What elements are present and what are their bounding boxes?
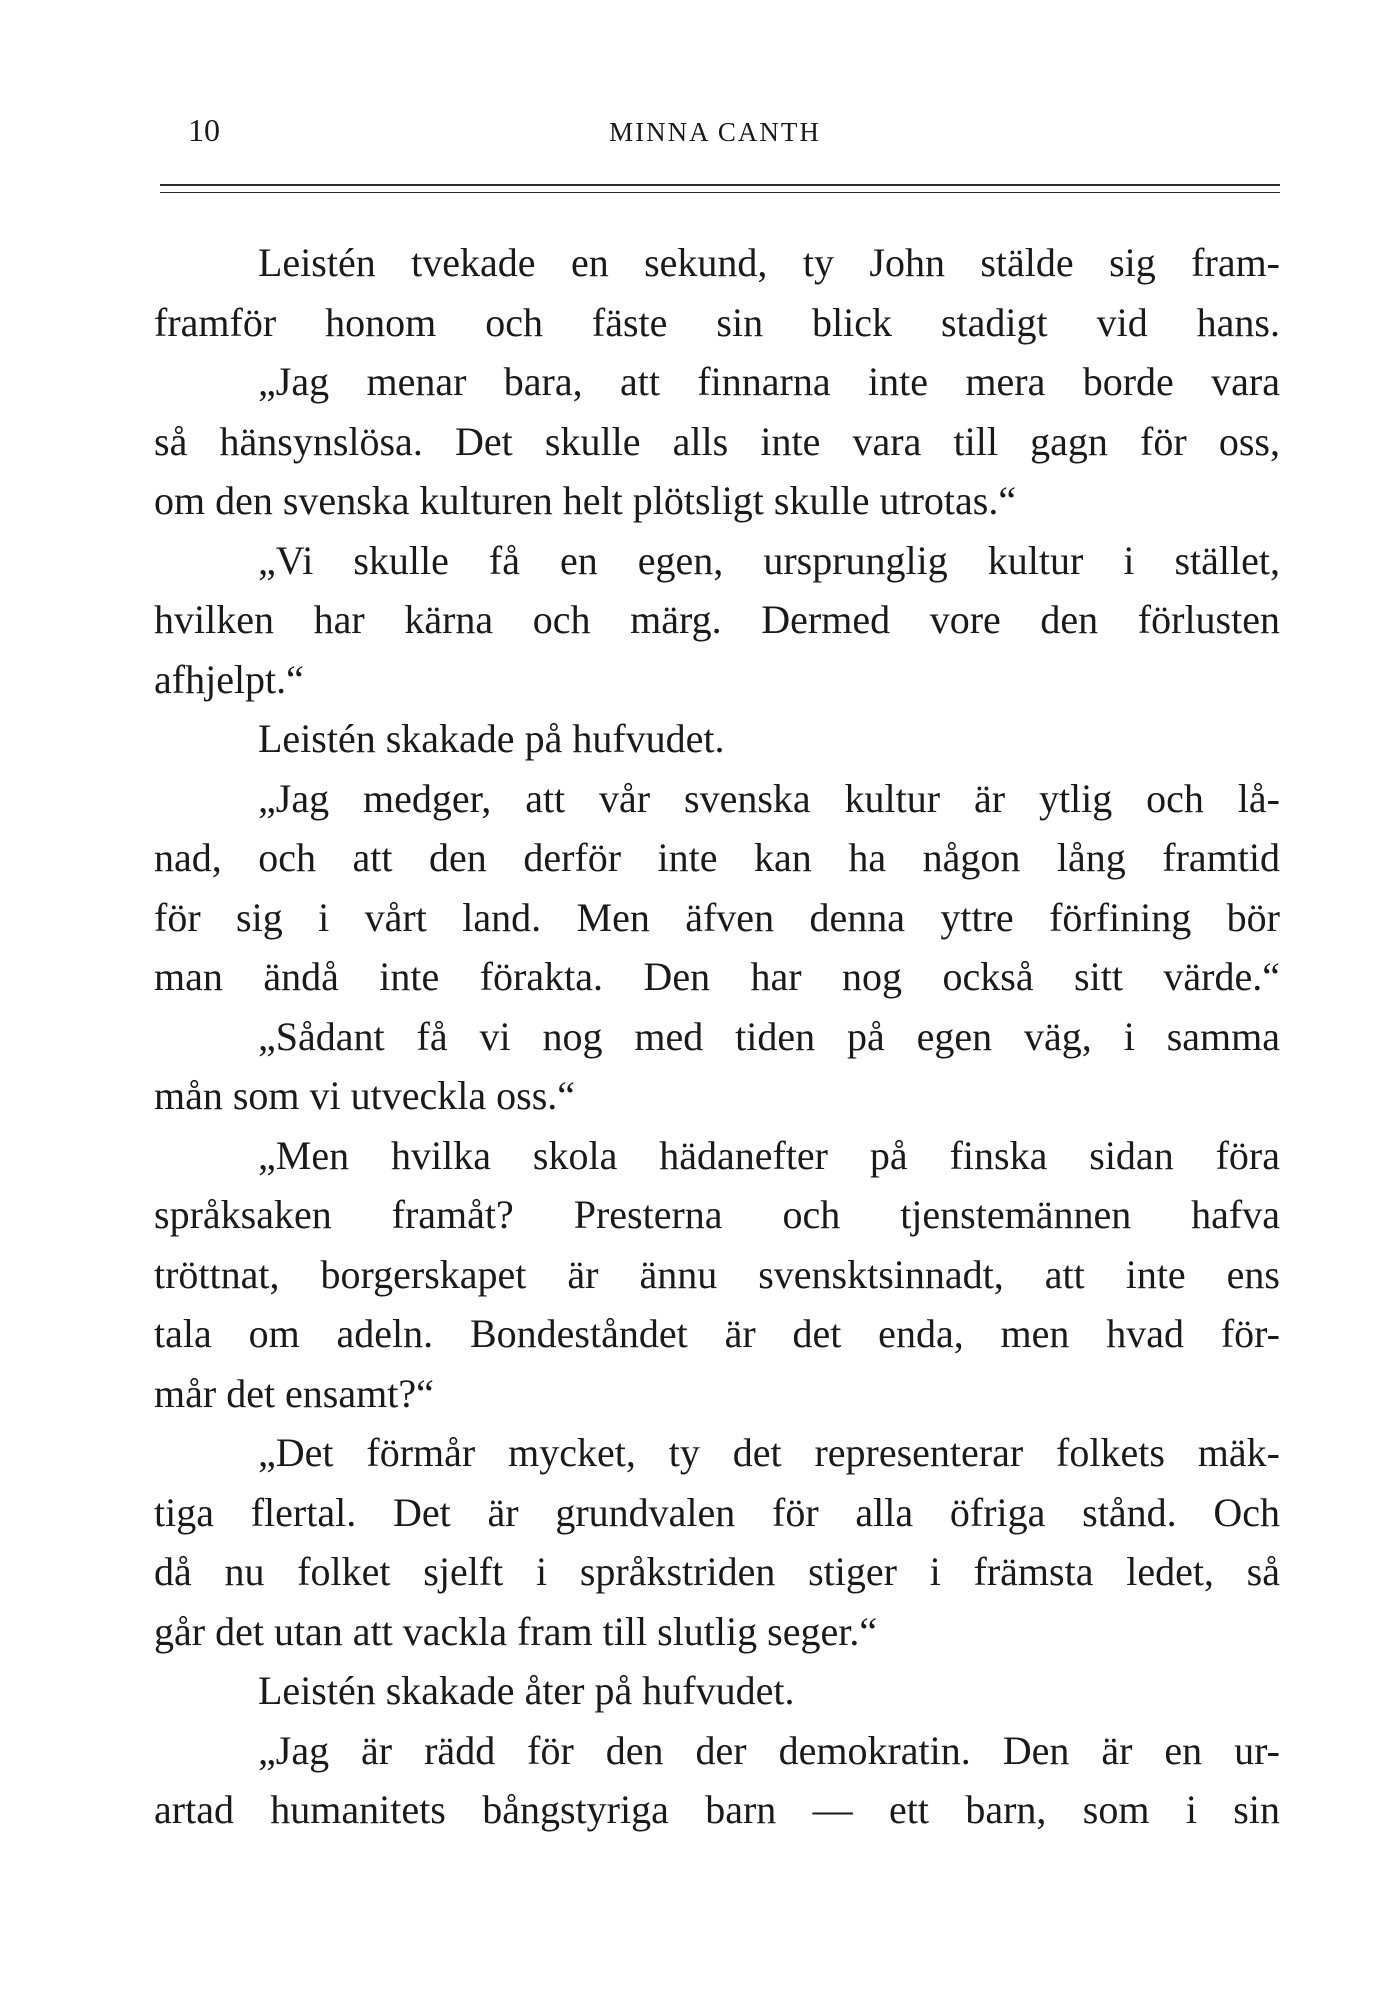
text-line: framför honom och fäste sin blick stadigt vid hans. <box>154 299 1280 345</box>
text-line: för sig i vårt land. Men äfven denna yttre förfining bör <box>154 894 1280 940</box>
text-line: nad, och att den derför inte kan ha någon lång framtid <box>154 835 1280 880</box>
page-number: 10 <box>188 112 220 148</box>
body-text <box>154 233 1280 1840</box>
text-line: artad humanitets bångstyriga barn — ett barn, som i sin <box>154 1787 1280 1832</box>
text-line: går det utan att vackla fram till slutlig seger.“ <box>154 1608 878 1654</box>
text-line: hvilken har kärna och märg. Dermed vore den förlusten <box>154 597 1280 642</box>
text-line: då nu folket sjelft i språkstriden stiger i främsta ledet, så <box>154 1549 1280 1594</box>
text-line: mår det ensamt?“ <box>154 1370 434 1416</box>
text-line: „Jag medger, att vår svenska kultur är ytlig och lå- <box>258 775 1280 821</box>
text-line: om den svenska kulturen helt plötsligt skulle utrotas.“ <box>154 478 1017 523</box>
text-line: Leistén skakade åter på hufvudet. <box>258 1668 795 1713</box>
text-line: språksaken framåt? Presterna och tjenstemännen hafva <box>154 1192 1280 1237</box>
text-line: Leistén skakade på hufvudet. <box>258 716 725 761</box>
text-line: „Det förmår mycket, ty det representerar folkets mäk- <box>258 1430 1280 1475</box>
text-line: mån som vi utveckla oss.“ <box>154 1073 576 1118</box>
text-line: „Sådant få vi nog med tiden på egen väg, i samma <box>258 1013 1280 1059</box>
text-line: „Men hvilka skola hädanefter på finska sidan föra <box>258 1132 1280 1178</box>
header-rule <box>160 184 1280 193</box>
text-line: Leistén tvekade en sekund, ty John stälde sig fram- <box>258 240 1280 285</box>
text-line: afhjelpt.“ <box>154 656 304 702</box>
running-title: MINNA CANTH <box>609 117 821 147</box>
running-head <box>150 108 1280 152</box>
text-line: tiga flertal. Det är grundvalen för alla öfriga stånd. Och <box>154 1489 1280 1535</box>
text-line: tala om adeln. Bondeståndet är det enda, men hvad för- <box>154 1311 1280 1356</box>
text-line: så hänsynslösa. Det skulle alls inte vara till gagn för oss, <box>154 418 1280 464</box>
text-line: man ändå inte förakta. Den har nog också sitt värde.“ <box>154 954 1280 999</box>
text-line: tröttnat, borgerskapet är ännu svensktsinnadt, att inte ens <box>154 1251 1280 1297</box>
text-line: „Jag är rädd för den der demokratin. Den är en ur- <box>258 1727 1280 1773</box>
text-line: „Vi skulle få en egen, ursprunglig kultur i stället, <box>258 537 1280 583</box>
text-line: „Jag menar bara, att finnarna inte mera borde vara <box>258 359 1280 404</box>
